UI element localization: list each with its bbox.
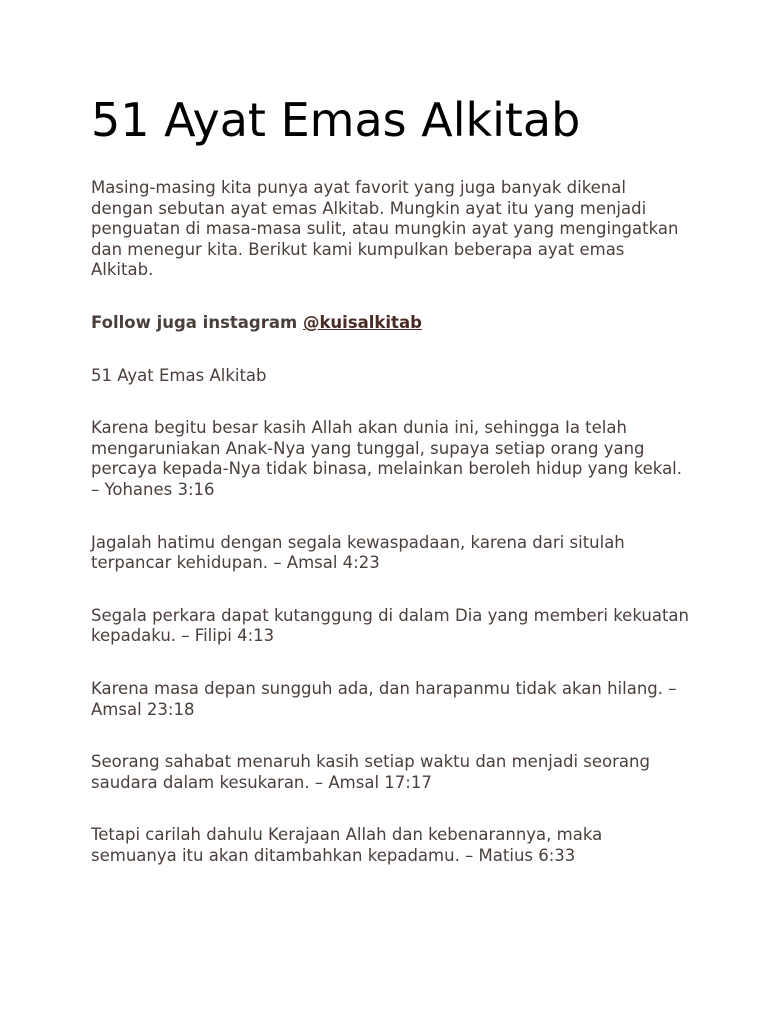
verse-paragraph: Jagalah hatimu dengan segala kewaspadaan, karena dari situlah terpancar kehidupan. – Amsal 4:23	[91, 532, 625, 573]
verse-paragraph: Seorang sahabat menaruh kasih setiap waktu dan menjadi seorang saudara dalam kesukaran. – Amsal 17:17	[91, 752, 650, 792]
intro-paragraph: Masing-masing kita punya ayat favorit yang juga banyak dikenal dengan sebutan ayat emas Alkitab. Mungkin ayat itu yang menjadi penguatan di masa-masa sulit, atau mungkin ayat yang mengingatkan dan menegur kita. Berikut kami kumpulkan beberapa ayat emas Alkitab.	[91, 178, 679, 280]
follow-text: Follow juga instagram	[91, 312, 303, 332]
section-subtitle: 51 Ayat Emas Alkitab	[91, 365, 267, 385]
instagram-link[interactable]: @kuisalkitab	[302, 312, 422, 332]
page-title: 51 Ayat Emas Alkitab	[91, 93, 581, 147]
verse-paragraph: Karena begitu besar kasih Allah akan dunia ini, sehingga Ia telah mengaruniakan Anak-Nya yang tunggal, supaya setiap orang yang percaya kepada-Nya tidak binasa, melainkan beroleh hidup yang kekal. – Yohanes 3:16	[91, 418, 683, 499]
follow-paragraph	[91, 313, 691, 334]
article	[91, 92, 691, 866]
verse-paragraph: Segala perkara dapat kutanggung di dalam Dia yang memberi kekuatan kepadaku. – Filipi 4:13	[91, 605, 689, 646]
verse-paragraph: Tetapi carilah dahulu Kerajaan Allah dan kebenarannya, maka semuanya itu akan ditambahkan kepadamu. – Matius 6:33	[91, 825, 603, 865]
verse-paragraph: Karena masa depan sungguh ada, dan harapanmu tidak akan hilang. – Amsal 23:18	[91, 678, 677, 719]
